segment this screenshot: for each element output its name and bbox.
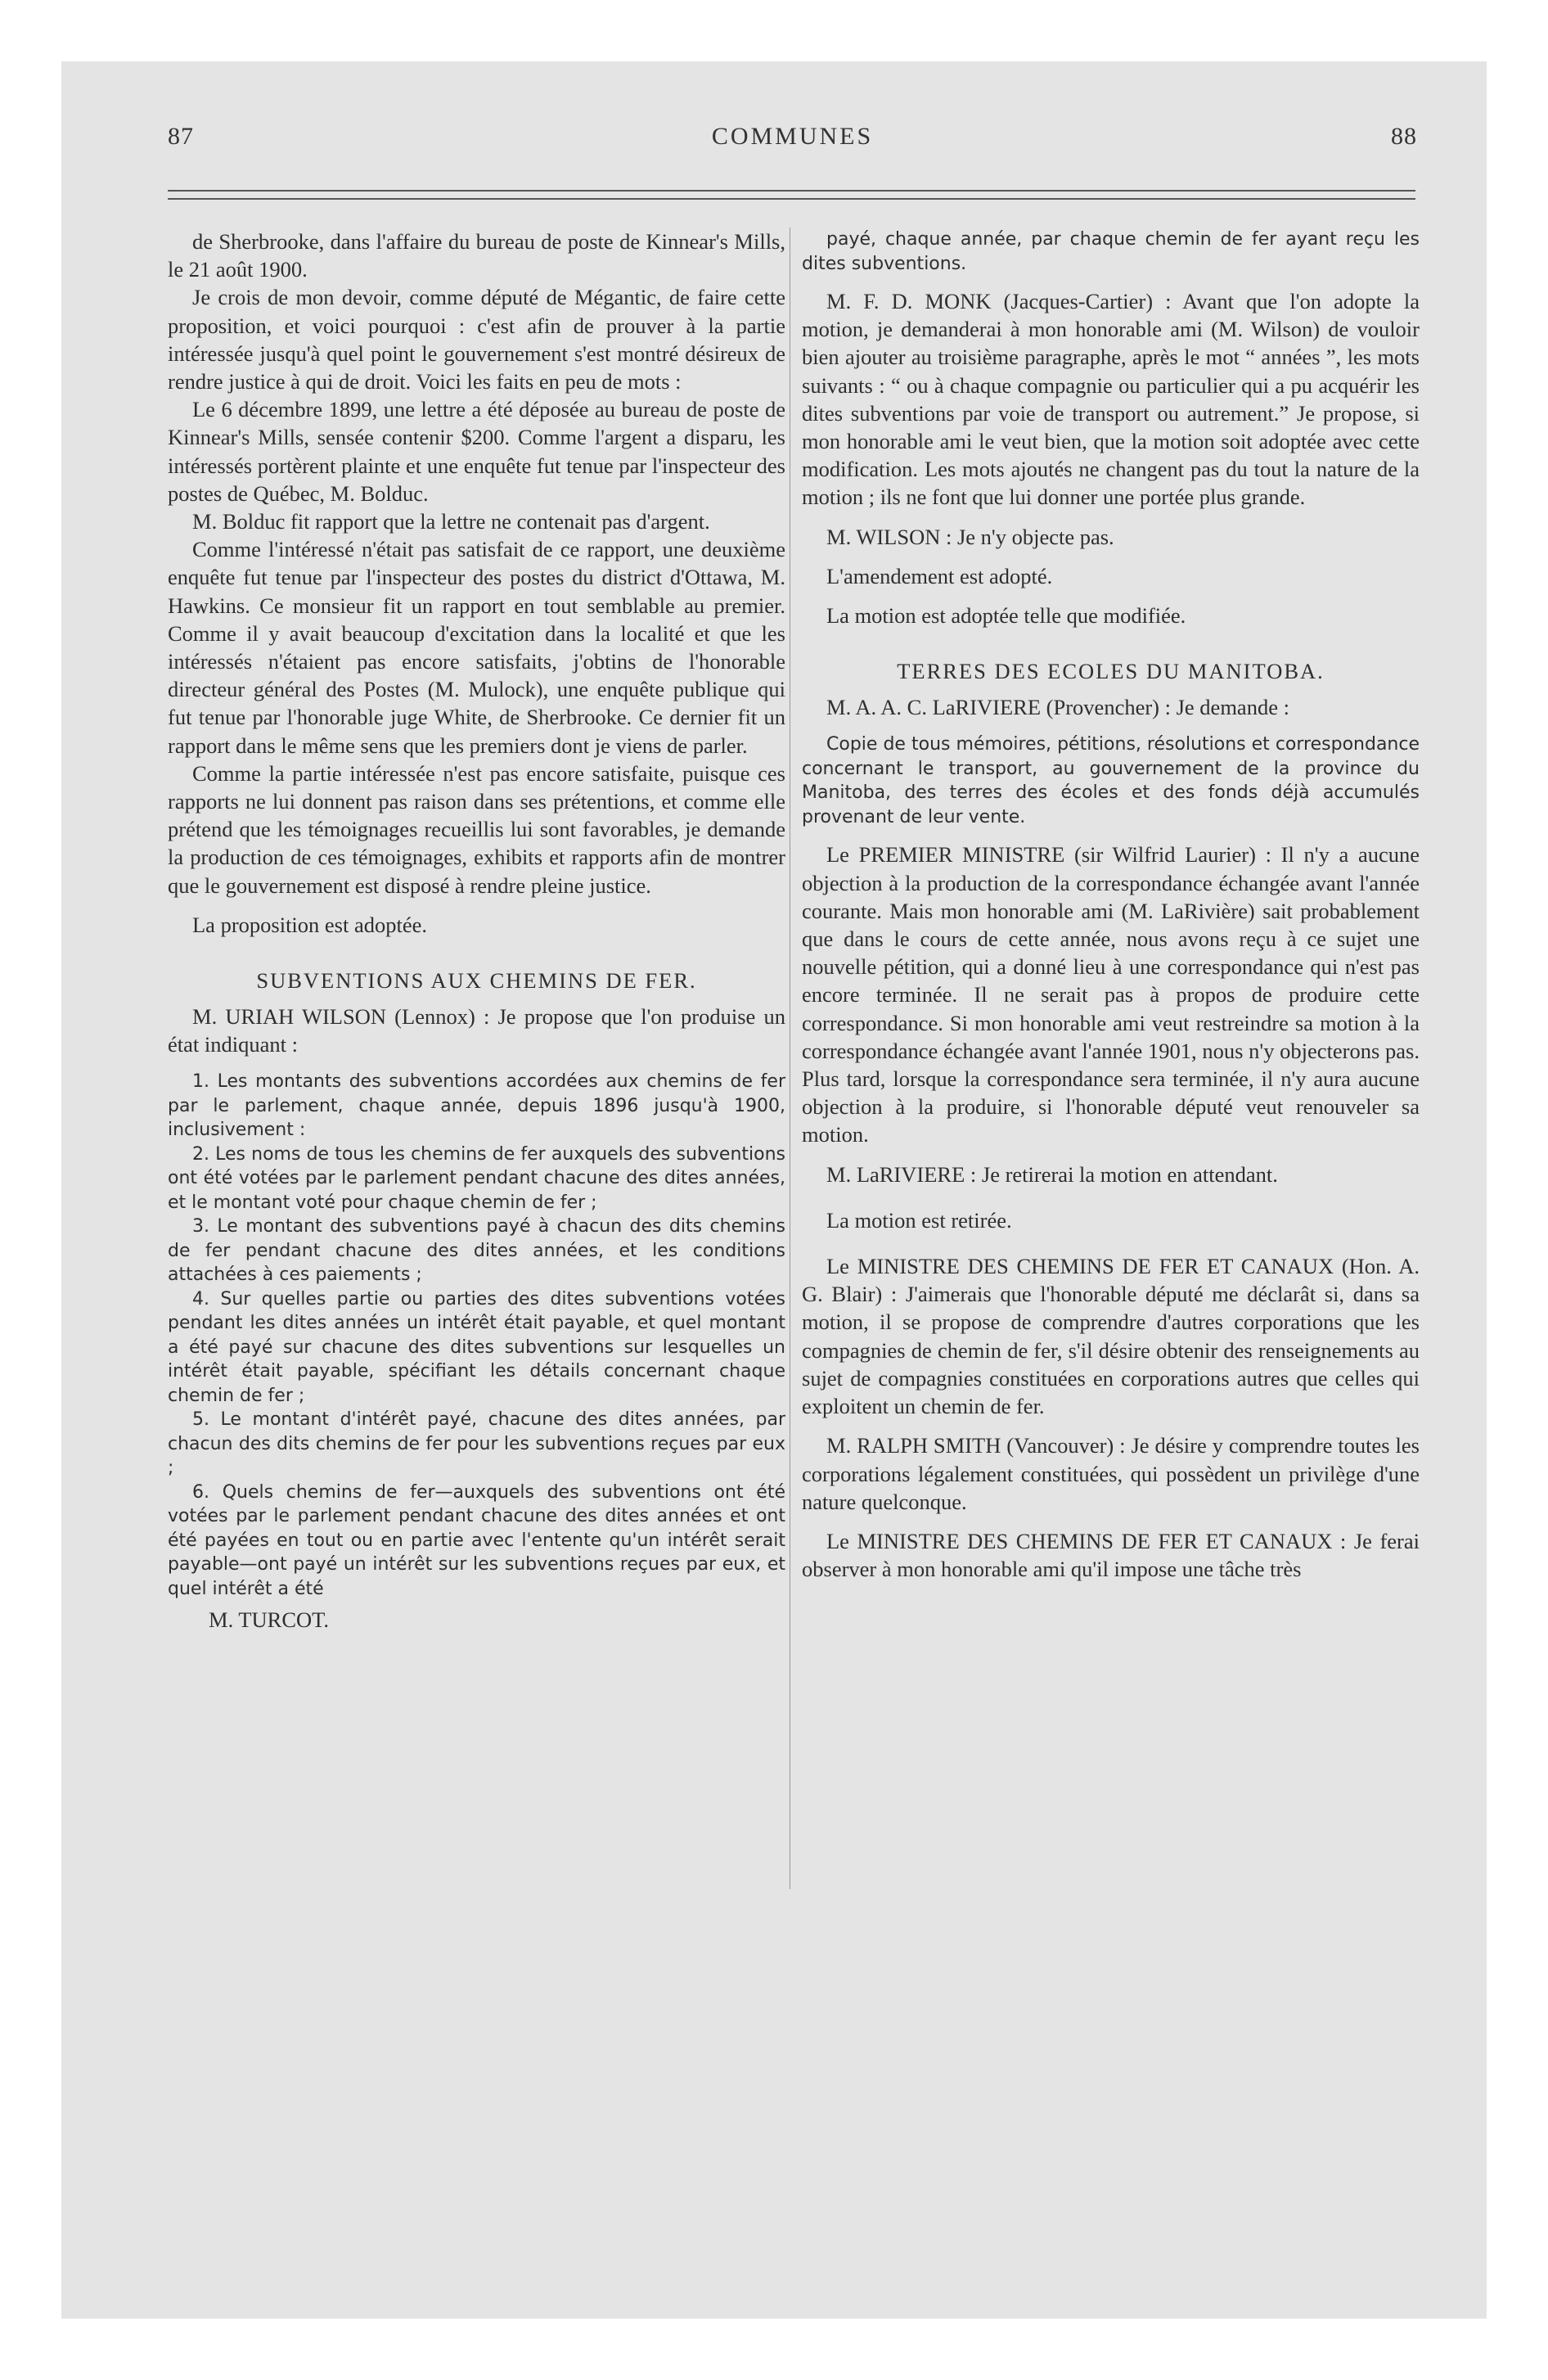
motion-item: 6. Quels chemins de fer—auxquels des subventions ont été votées par le parlement pendant chacune des dites années et ont été payées en tout ou en partie avec l'entente qu'un intérêt serait payable—ont payé un intérêt sur les subventions reçues par eux, et quel intérêt a été bbox=[168, 1481, 785, 1599]
paragraph: L'amendement est adopté. bbox=[826, 563, 1053, 588]
paragraph: Comme la partie intéressée n'est pas encore satisfaite, puisque ces rapports ne lui donnent pas raison dans ses prétentions, et comme elle prétend que les témoignages recueillis lui sont favorables, je demande la production de ces témoignages, exhibits et rapports afin de montrer que le gouvernement est disposé à rendre pleine justice. bbox=[168, 760, 785, 898]
paragraph: M. RALPH SMITH (Vancouver) : Je désire y comprendre toutes les corporations légalement constituées, qui possèdent un privilège d'une nature quelconque. bbox=[802, 1433, 1420, 1514]
paragraph: Le PREMIER MINISTRE (sir Wilfrid Laurier) : Il n'y a aucune objection à la production de la correspondance échangée avant l'année courante. Mais mon honorable ami (M. LaRivière) sait probablement que dans le cours de cette année, nous avons reçu à ce sujet une nouvelle pétition, qui a donné lieu à une correspondance qui n'est pas encore terminée. Il ne serait pas à propos de produire cette correspondance. Si mon honorable ami veut restreindre sa motion à la correspondance échangée avant l'année 1901, nous n'y objecterons pas. Plus tard, lorsque la correspondance sera terminée, il n'y aura aucune objection à la produire, si l'honorable député veut renouveler sa motion. bbox=[802, 842, 1420, 1147]
motion-item: 5. Le montant d'intérêt payé, chacune des dites années, par chacun des dits chemins de fer pour les subventions reçues par eux ; bbox=[168, 1409, 785, 1479]
section-heading: TERRES DES ECOLES DU MANITOBA. bbox=[897, 659, 1325, 684]
paragraph: Le MINISTRE DES CHEMINS DE FER ET CANAUX : Je ferai observer à mon honorable ami qu'il impose une tâche très bbox=[802, 1528, 1420, 1582]
motion-item: 4. Sur quelles partie ou parties des dites subventions votées pendant les dites années un intérêt était payable, et quel montant a été payé sur chacune des dites subventions sur lesquelles un intérêt était payable, spécifiant les détails concernant chaque chemin de fer ; bbox=[168, 1288, 785, 1406]
motion-item: 2. Les noms de tous les chemins de fer auxquels des subventions ont été votées par le parlement pendant chacune des dites années, et le montant voté pour chaque chemin de fer ; bbox=[168, 1143, 785, 1213]
section-heading: SUBVENTIONS AUX CHEMINS DE FER. bbox=[256, 968, 697, 994]
left-column bbox=[168, 228, 785, 1634]
paragraph: M. F. D. MONK (Jacques-Cartier) : Avant que l'on adopte la motion, je demanderai à mon honorable ami (M. Wilson) de vouloir bien ajouter au troisième paragraphe, après le mot “ années ”, les mots suivants : “ ou à chaque compagnie ou particulier qui a pu acquérir les dites subventions par voie de transport ou autrement.” Je propose, si mon honorable ami le veut bien, que la motion soit adoptée avec cette modification. Les mots ajoutés ne changent pas du tout la nature de la motion ; ils ne font que lui donner une portée plus grande. bbox=[802, 289, 1420, 510]
paragraph: de Sherbrooke, dans l'affaire du bureau de poste de Kinnear's Mills, le 21 août 1900. bbox=[168, 229, 785, 282]
motion-item: payé, chaque année, par chaque chemin de fer ayant reçu les dites subventions. bbox=[802, 229, 1420, 274]
paragraph: M. URIAH WILSON (Lennox) : Je propose que l'on produise un état indiquant : bbox=[168, 1004, 785, 1057]
paragraph: M. LaRIVIERE : Je retirerai la motion en attendant. bbox=[826, 1161, 1278, 1187]
paragraph: M. Bolduc fit rapport que la lettre ne contenait pas d'argent. bbox=[192, 509, 710, 534]
right-column bbox=[802, 228, 1420, 1583]
paragraph: M. A. A. C. LaRIVIERE (Provencher) : Je demande : bbox=[826, 695, 1289, 720]
paragraph: Comme l'intéressé n'était pas satisfait de ce rapport, une deuxième enquête fut tenue par l'inspecteur des postes du district d'Ottawa, M. Hawkins. Ce monsieur fit un rapport en tout semblable au premier. Comme il y avait beaucoup d'excitation dans la localité et que les intéressés n'étaient pas encore satisfaits, j'obtins de l'honorable directeur général des Postes (M. Mulock), une enquête publique qui fut tenue par l'honorable juge White, de Sherbrooke. Ce dernier fit un rapport dans le même sens que les premiers dont je viens de parler. bbox=[168, 537, 785, 758]
header-rule-top bbox=[168, 190, 1415, 192]
paragraph: Je crois de mon devoir, comme député de Mégantic, de faire cette proposition, et voici pourquoi : c'est afin de prouver à la partie intéressée jusqu'à quel point le gouvernement s'est montré désireux de rendre justice à qui de droit. Voici les faits en peu de mots : bbox=[168, 285, 785, 394]
right-page-number: 88 bbox=[1391, 123, 1417, 150]
paragraph: La motion est adoptée telle que modifiée. bbox=[826, 603, 1186, 629]
page-header bbox=[168, 123, 1417, 156]
motion-item: 3. Le montant des subventions payé à chacun des dits chemins de fer pendant chacune des dites années, et les conditions attachées à ces paiements ; bbox=[168, 1216, 785, 1286]
left-page-number: 87 bbox=[168, 123, 194, 150]
paragraph: Le MINISTRE DES CHEMINS DE FER ET CANAUX (Hon. A. G. Blair) : J'aimerais que l'honorable député me déclarât si, dans sa motion, il se propose de comprendre d'autres corporations que les compagnies de chemin de fer, s'il désire obtenir des renseignements au sujet de compagnies constituées en corporations autres que celles qui exploitent un chemin de fer. bbox=[802, 1254, 1420, 1419]
signature: M. TURCOT. bbox=[209, 1607, 329, 1633]
motion-item: Copie de tous mémoires, pétitions, résolutions et correspondance concernant le transport, au gouvernement de la province du Manitoba, des terres des écoles et des fonds déjà accumulés provenant de leur vente. bbox=[802, 734, 1420, 827]
paragraph: La motion est retirée. bbox=[826, 1207, 1012, 1233]
page-title: COMMUNES bbox=[711, 123, 874, 150]
paragraph: M. WILSON : Je n'y objecte pas. bbox=[826, 524, 1114, 549]
header-rule-bottom bbox=[168, 198, 1415, 200]
paragraph: Le 6 décembre 1899, une lettre a été déposée au bureau de poste de Kinnear's Mills, sensée contenir $200. Comme l'argent a disparu, les intéressés portèrent plainte et une enquête fut tenue par l'inspecteur des postes de Québec, M. Bolduc. bbox=[168, 397, 785, 506]
motion-item: 1. Les montants des subventions accordées aux chemins de fer par le parlement, chaque année, depuis 1896 jusqu'à 1900, inclusivement : bbox=[168, 1071, 785, 1141]
paragraph: La proposition est adoptée. bbox=[192, 912, 428, 937]
